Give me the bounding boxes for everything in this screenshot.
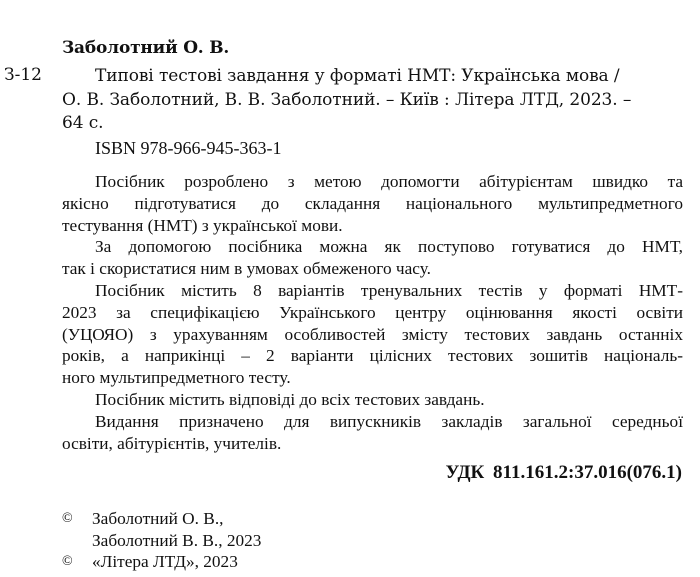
udc-classification: УДК 811.161.2:37.016(076.1): [445, 462, 682, 483]
annotation-line: (УЦОЯО) з урахуванням особливостей змісту тестових завдань останніх: [62, 324, 683, 344]
copyright-icon: ©: [62, 511, 73, 526]
catalog-code: З-12: [4, 65, 42, 85]
annotation-line: За допомогою посібника можна як поступово готуватися до НМТ,: [95, 237, 683, 257]
annotation-line: Посібник містить 8 варіантів тренувальних тестів у форматі НМТ-: [95, 280, 683, 300]
annotation-line: Посібник розроблено з метою допомогти абітурієнтам швидко та: [95, 172, 683, 191]
copyright-authors: [62, 508, 261, 551]
annotation-line: 2023 за специфікацією Українського центру оцінювання якості освіти: [62, 302, 683, 322]
annotation-line: ного мультипредметного тесту.: [62, 368, 291, 388]
biblio-line: 64 с.: [62, 113, 104, 133]
annotation-line: Видання призначено для випускників закладів загальної середньої: [95, 411, 683, 431]
copyright-holder: Заболотний О. В.,: [92, 509, 224, 528]
copyright-holder: Заболотний В. В., 2023: [92, 530, 262, 550]
copyright-block: [62, 508, 261, 573]
isbn: ISBN 978-966-945-363-1: [95, 138, 282, 158]
annotation-line: так і скористатися ним в умовах обмеженого часу.: [62, 259, 431, 279]
copyright-holder: «Літера ЛТД», 2023: [92, 552, 238, 571]
annotation-line: тестування (НМТ) з української мови.: [62, 215, 343, 235]
annotation-line: освіти, абітурієнтів, учителів.: [62, 433, 282, 453]
biblio-line: Типові тестові завдання у форматі НМТ: Українська мова /: [95, 66, 620, 86]
annotation-line: якісно підготуватися до складання національного мультипредметного: [62, 193, 683, 213]
copyright-publisher: [62, 551, 261, 573]
bibliographic-record: [62, 65, 682, 136]
copyright-icon: ©: [62, 554, 73, 569]
author-heading: Заболотний О. В.: [62, 38, 230, 58]
annotation-line: Посібник містить відповіді до всіх тестових завдань.: [95, 389, 485, 409]
annotation: [62, 171, 683, 454]
biblio-line: О. В. Заболотний, В. В. Заболотний. – Київ : Літера ЛТД, 2023. –: [62, 89, 632, 110]
annotation-line: років, а наприкінці – 2 варіанти цілісних тестових зошитів національ-: [62, 346, 683, 366]
